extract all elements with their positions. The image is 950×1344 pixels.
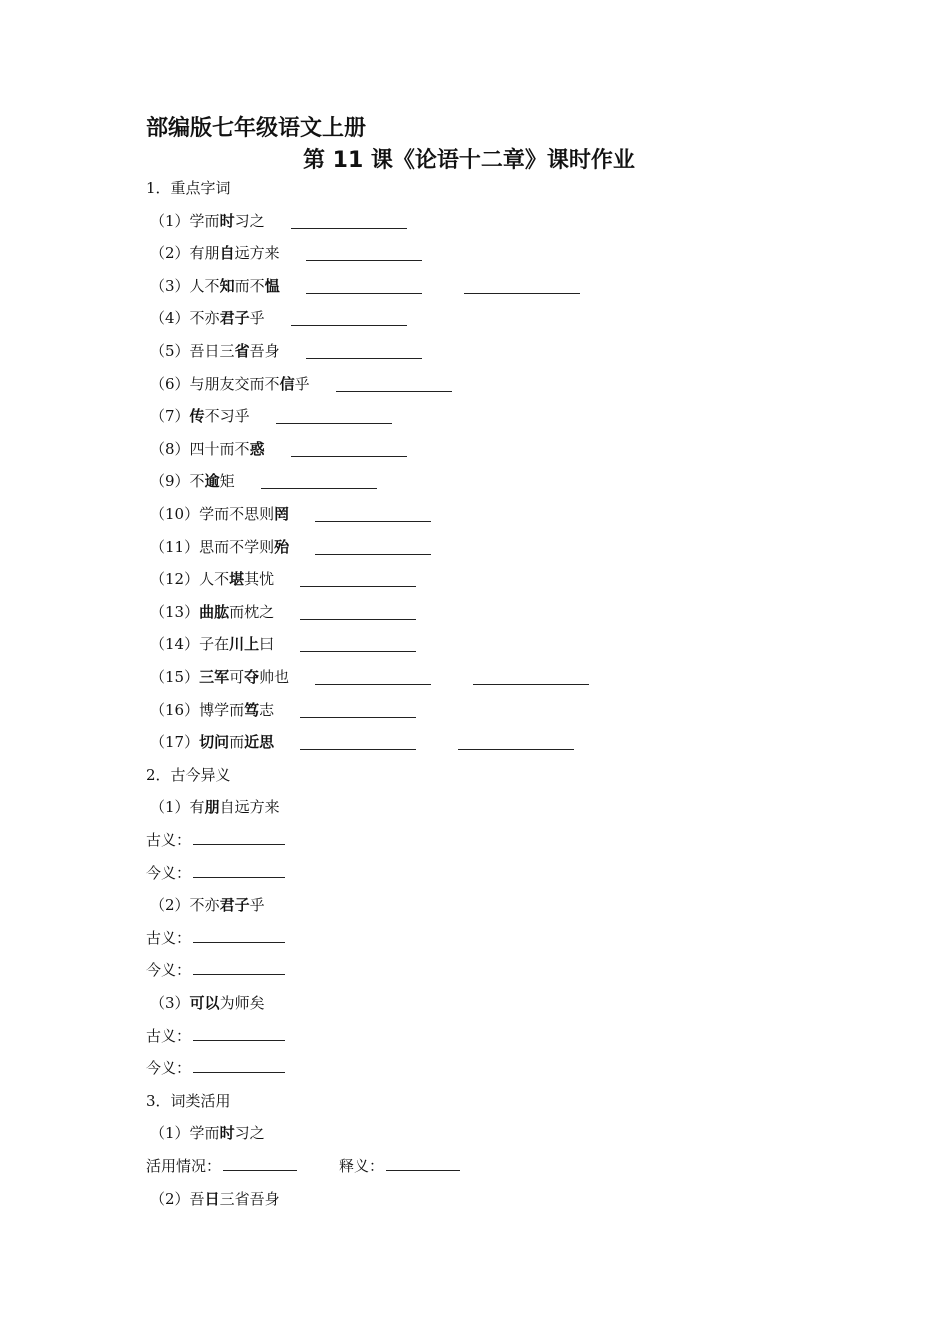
ancient-meaning-row — [146, 830, 285, 850]
item-number: （17） — [150, 733, 200, 752]
question-item — [150, 341, 280, 361]
item-text: 吾 — [189, 1189, 205, 1208]
item-text: 四十而不 — [189, 439, 250, 458]
modern-meaning-row — [146, 960, 285, 980]
item-number: （10） — [150, 505, 200, 523]
answer-blank[interactable] — [306, 293, 422, 294]
item-number: （2） — [150, 1189, 190, 1208]
key-word: 川上 — [229, 635, 260, 654]
item-number: （2） — [150, 244, 190, 263]
answer-blank[interactable] — [336, 391, 452, 392]
answer-blank[interactable] — [315, 684, 431, 685]
answer-blank[interactable] — [300, 749, 416, 750]
question-item — [150, 211, 265, 231]
document-title: 部编版七年级语文上册 — [146, 116, 367, 141]
item-text: 为师矣 — [219, 994, 265, 1012]
item-text: 有朋 — [189, 244, 220, 263]
key-word: 笃 — [244, 700, 260, 719]
answer-blank[interactable] — [300, 717, 416, 718]
answer-blank[interactable] — [223, 1169, 297, 1171]
lesson-title: 第 11 课《论语十二章》课时作业 — [303, 148, 635, 173]
item-number: （3） — [150, 276, 190, 295]
question-item — [150, 1123, 265, 1143]
section-heading — [146, 1091, 231, 1111]
item-text: 吾日三 — [189, 342, 235, 360]
item-number: （4） — [150, 309, 190, 328]
item-text: 远方来 — [234, 244, 280, 263]
item-text: 而不 — [234, 276, 265, 295]
answer-blank[interactable] — [193, 941, 285, 943]
question-item — [150, 374, 310, 394]
question-item — [150, 797, 280, 817]
item-text: 人不 — [189, 276, 220, 295]
item-number: （7） — [150, 407, 190, 426]
key-word: 自 — [219, 244, 235, 263]
key-word: 君子 — [219, 309, 250, 328]
key-word: 三军 — [199, 668, 230, 686]
item-text: 人不 — [199, 570, 230, 589]
answer-blank[interactable] — [315, 554, 431, 555]
question-item — [150, 1189, 280, 1209]
item-text: 矩 — [219, 472, 235, 491]
item-text: 学而 — [189, 211, 220, 230]
answer-blank[interactable] — [458, 749, 574, 750]
item-text: 帅也 — [259, 668, 290, 686]
answer-blank[interactable] — [261, 488, 377, 489]
answer-blank[interactable] — [193, 1039, 285, 1041]
answer-blank[interactable] — [306, 260, 422, 261]
key-word: 近思 — [244, 733, 275, 752]
question-item — [150, 471, 235, 491]
answer-blank[interactable] — [291, 228, 407, 229]
key-word: 罔 — [274, 505, 290, 523]
question-item — [150, 732, 274, 752]
item-text: 思而不学则 — [199, 537, 275, 556]
question-item — [150, 504, 289, 524]
item-number: （12） — [150, 570, 200, 589]
modern-meaning-row — [146, 1058, 285, 1078]
key-word: 夺 — [244, 668, 260, 686]
item-text: 自远方来 — [219, 798, 280, 817]
usage-label: 活用情况： — [146, 1157, 222, 1175]
key-word: 切问 — [199, 733, 230, 752]
key-word: 君子 — [219, 896, 250, 915]
answer-blank[interactable] — [193, 843, 285, 845]
key-word: 时 — [219, 211, 235, 230]
key-word: 传 — [189, 407, 205, 426]
answer-blank[interactable] — [315, 521, 431, 522]
answer-blank[interactable] — [276, 423, 392, 424]
item-text: 可 — [229, 668, 245, 686]
key-word: 惑 — [249, 439, 265, 458]
answer-blank[interactable] — [193, 876, 285, 878]
question-item — [150, 276, 280, 296]
answer-blank[interactable] — [386, 1169, 460, 1171]
answer-blank[interactable] — [291, 325, 407, 326]
key-word: 愠 — [264, 276, 280, 295]
item-text: 不 — [189, 472, 205, 491]
item-number: （15） — [150, 668, 200, 686]
item-text: 其忧 — [244, 570, 275, 589]
key-word: 信 — [279, 374, 295, 393]
item-number: （11） — [150, 537, 200, 556]
answer-blank[interactable] — [300, 619, 416, 620]
answer-blank[interactable] — [193, 1071, 285, 1073]
ancient-meaning-row — [146, 1026, 285, 1046]
item-text: 乎 — [294, 374, 310, 393]
item-number: （6） — [150, 374, 190, 393]
modern-meaning-row — [146, 863, 285, 883]
section-heading — [146, 765, 231, 785]
ancient-meaning-label: 古义： — [146, 831, 192, 849]
key-word: 逾 — [204, 472, 220, 491]
item-text: 习之 — [234, 211, 265, 230]
item-number: （1） — [150, 798, 190, 817]
question-item — [150, 634, 274, 654]
item-number: （8） — [150, 439, 190, 458]
answer-blank[interactable] — [464, 293, 580, 294]
key-word: 可以 — [189, 994, 220, 1012]
item-number: （14） — [150, 635, 200, 654]
key-word: 时 — [219, 1124, 235, 1143]
meaning-label: 释义： — [339, 1157, 385, 1175]
item-number: （3） — [150, 994, 190, 1012]
question-item — [150, 537, 289, 557]
question-item — [150, 700, 274, 720]
question-item — [150, 406, 250, 426]
answer-blank[interactable] — [306, 358, 422, 359]
item-text: 三省吾身 — [219, 1189, 280, 1208]
question-item — [150, 243, 280, 263]
answer-blank[interactable] — [473, 684, 589, 685]
item-number: （9） — [150, 472, 190, 491]
item-text: 与朋友交而不 — [189, 374, 280, 393]
question-item — [150, 439, 265, 459]
item-text: 不亦 — [189, 896, 220, 915]
answer-blank[interactable] — [291, 456, 407, 457]
modern-meaning-label: 今义： — [146, 961, 192, 980]
question-item — [150, 667, 289, 687]
item-number: （2） — [150, 896, 190, 915]
key-word: 省 — [234, 342, 250, 360]
question-item — [150, 602, 274, 622]
item-text: 志 — [259, 700, 275, 719]
item-text: 乎 — [249, 309, 265, 328]
modern-meaning-label: 今义： — [146, 863, 192, 882]
item-text: 而枕之 — [229, 602, 275, 621]
item-text: 曰 — [259, 635, 275, 654]
section-heading — [146, 178, 231, 198]
key-word: 朋 — [204, 798, 220, 817]
question-item — [150, 895, 265, 915]
key-word: 日 — [204, 1189, 220, 1208]
answer-blank[interactable] — [300, 651, 416, 652]
key-word: 殆 — [274, 537, 290, 556]
question-item — [150, 308, 265, 328]
item-text: 不亦 — [189, 309, 220, 328]
item-number: （16） — [150, 700, 200, 719]
item-text: 学而不思则 — [199, 505, 275, 523]
modern-meaning-label: 今义： — [146, 1059, 192, 1078]
item-text: 习之 — [234, 1124, 265, 1143]
item-number: （1） — [150, 1124, 190, 1143]
section-heading-text: 1．重点字词 — [146, 179, 231, 197]
section-heading-text: 3．词类活用 — [146, 1091, 231, 1110]
key-word: 曲肱 — [199, 602, 230, 621]
item-number: （5） — [150, 342, 190, 360]
item-text: 有 — [189, 798, 205, 817]
item-number: （13） — [150, 602, 200, 621]
item-text: 不习乎 — [204, 407, 250, 426]
item-text: 博学而 — [199, 700, 245, 719]
answer-blank[interactable] — [300, 586, 416, 587]
section-heading-text: 2．古今异义 — [146, 765, 231, 784]
answer-blank[interactable] — [193, 973, 285, 975]
item-text: 乎 — [249, 896, 265, 915]
ancient-meaning-label: 古义： — [146, 928, 192, 947]
item-text: 学而 — [189, 1124, 220, 1143]
usage-row — [146, 1156, 460, 1176]
item-number: （1） — [150, 211, 190, 230]
ancient-meaning-row — [146, 928, 285, 948]
item-text: 吾身 — [249, 342, 280, 360]
key-word: 堪 — [229, 570, 245, 589]
question-item — [150, 569, 274, 589]
question-item — [150, 993, 265, 1013]
ancient-meaning-label: 古义： — [146, 1026, 192, 1045]
item-text: 而 — [229, 733, 245, 752]
item-text: 子在 — [199, 635, 230, 654]
key-word: 知 — [219, 276, 235, 295]
